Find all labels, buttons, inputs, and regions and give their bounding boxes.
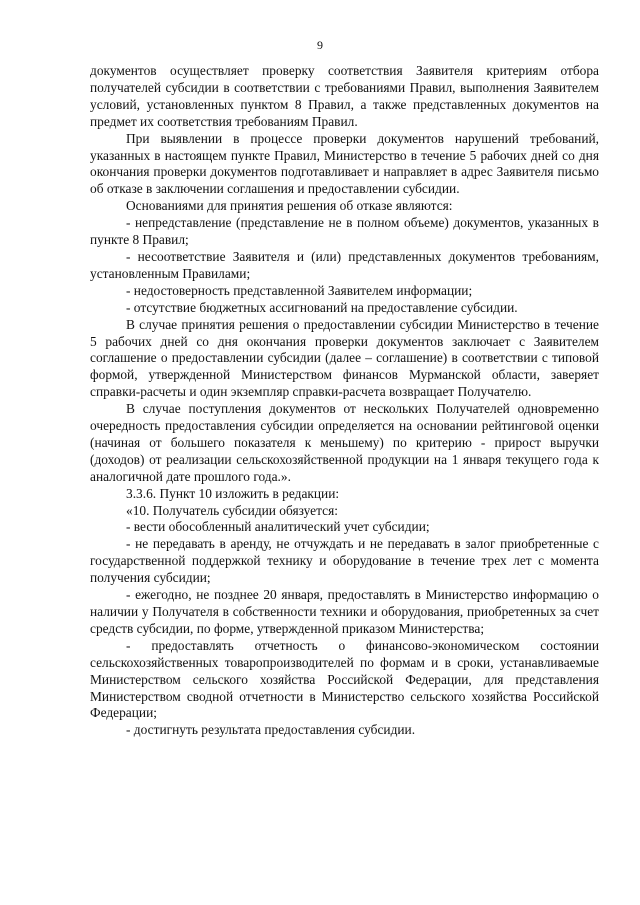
list-item: - непредставление (представление не в полном объеме) документов, указанных в пункте 8 Правил; — [90, 215, 599, 248]
list-item: - недостоверность представленной Заявителем информации; — [126, 282, 473, 298]
paragraph: В случае принятия решения о предоставлении субсидии Министерство в течение 5 рабочих дней со дня окончания проверки документов заключает с Заявителем соглашение о предоставлении субсидии (далее – соглашение) в соответствии с типовой формой, утвержденной Министерством финансов Мурманской области, заверяет справки-расчеты и один экземпляр справки-расчета возвращает Получателю. — [90, 316, 599, 400]
list-item: - вести обособленный аналитический учет субсидии; — [126, 519, 430, 535]
paragraph: документов осуществляет проверку соответствия Заявителя критериям отбора получателей субсидии в соответствии с требованиями Правил, выполнения Заявителем условий, установленных пунктом 8 Правил, а также представленных документов на предмет их соответствия требованиям Правил. — [90, 63, 599, 129]
list-item: - ежегодно, не позднее 20 января, предоставлять в Министерство информацию о наличии у Получателя в собственности техники и оборудования, приобретенных за счет средств субсидии, по форме, утвержденной приказом Министерства; — [90, 587, 599, 636]
paragraph: Основаниями для принятия решения об отказе являются: — [126, 198, 453, 214]
paragraph: При выявлении в процессе проверки документов нарушений требований, указанных в настоящем пункте Правил, Министерство в течение 5 рабочих дней со дня окончания проверки документов подготавливает и направляет в адрес Заявителя письмо об отказе в заключении соглашения и предоставлении субсидии. — [90, 130, 599, 197]
list-item: - не передавать в аренду, не отчуждать и не передавать в залог приобретенные с государственной поддержкой технику и оборудование в течение трех лет с момента получения субсидии; — [90, 536, 599, 586]
list-item: - предоставлять отчетность о финансово-экономическом состоянии сельскохозяйственных товаропроизводителей по формам и в сроки, устанавливаемые Министерством сельского хозяйства Российской Федерации, для представления Министерством сводной отчетности в Министерство сельского хозяйства Российской Федерации; — [90, 637, 599, 721]
paragraph: 3.3.6. Пункт 10 изложить в редакции: — [126, 485, 340, 501]
list-item: - несоответствие Заявителя и (или) представленных документов требованиям, установленным Правилами; — [90, 248, 599, 281]
page-number: 9 — [317, 38, 323, 52]
list-item: - достигнуть результата предоставления субсидии. — [126, 722, 416, 738]
document-body — [90, 63, 599, 739]
list-item: - отсутствие бюджетных ассигнований на предоставление субсидии. — [126, 299, 518, 315]
paragraph: «10. Получатель субсидии обязуется: — [126, 502, 338, 518]
paragraph: В случае поступления документов от нескольких Получателей одновременно очередность предоставления субсидии определяется на основании рейтинговой оценки (начиная от большего показателя к меньшему) по критерию - прирост выручки (доходов) от реализации сельскохозяйственной продукции на 1 января текущего года к аналогичной дате прошлого года.». — [90, 401, 599, 484]
